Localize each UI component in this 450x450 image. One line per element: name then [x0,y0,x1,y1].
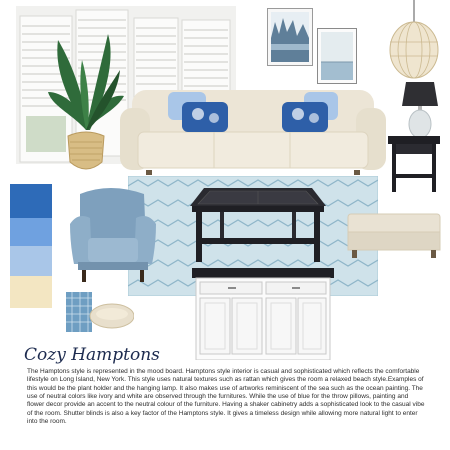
abstract-painting-image [267,8,313,66]
swatch-cream [10,276,52,308]
ocean-painting-image [317,28,357,84]
side-table-image [388,136,440,194]
blue-armchair-image [70,184,156,282]
table-lamp-image [402,80,438,140]
coffee-table-image [190,186,326,266]
ivory-sofa-image [118,86,388,176]
color-swatches [10,184,52,308]
board-description: The Hamptons style is represented in the mood board. Hamptons style interior is casual and sophisticated which reflects the comfortable lifestyle on Long Island, New York. This style uses natural textures such as rattan which gives the room a relaxed beach style.Examples of this would be the plant holder and the hanging lamp. It also makes use of artworks reminiscent of the sea such as the ocean painting. The use of neutral colors like ivory and white are observed through the furnitures. While the use of blue for the throw pillows, painting and flower decor provide an accent to the neutral colour of the furniture. Having a shaker cabinetry adds a sophisticated look to the casual vibe of the room. Shutter blinds is also a key factor of the Hamptons style. It gives a timeless design while allowing more natural light to enter into the room. [27,368,425,426]
ottoman-image [346,212,442,258]
swatch-navy [10,184,52,218]
fabric-samples-image [64,292,134,334]
pendant-rattan-lamp-image [388,0,440,82]
swatch-sky-blue [10,218,52,246]
potted-palm-plant-image [48,30,124,176]
board-title: Cozy Hamptons [24,345,160,365]
swatch-soft-blue [10,246,52,276]
